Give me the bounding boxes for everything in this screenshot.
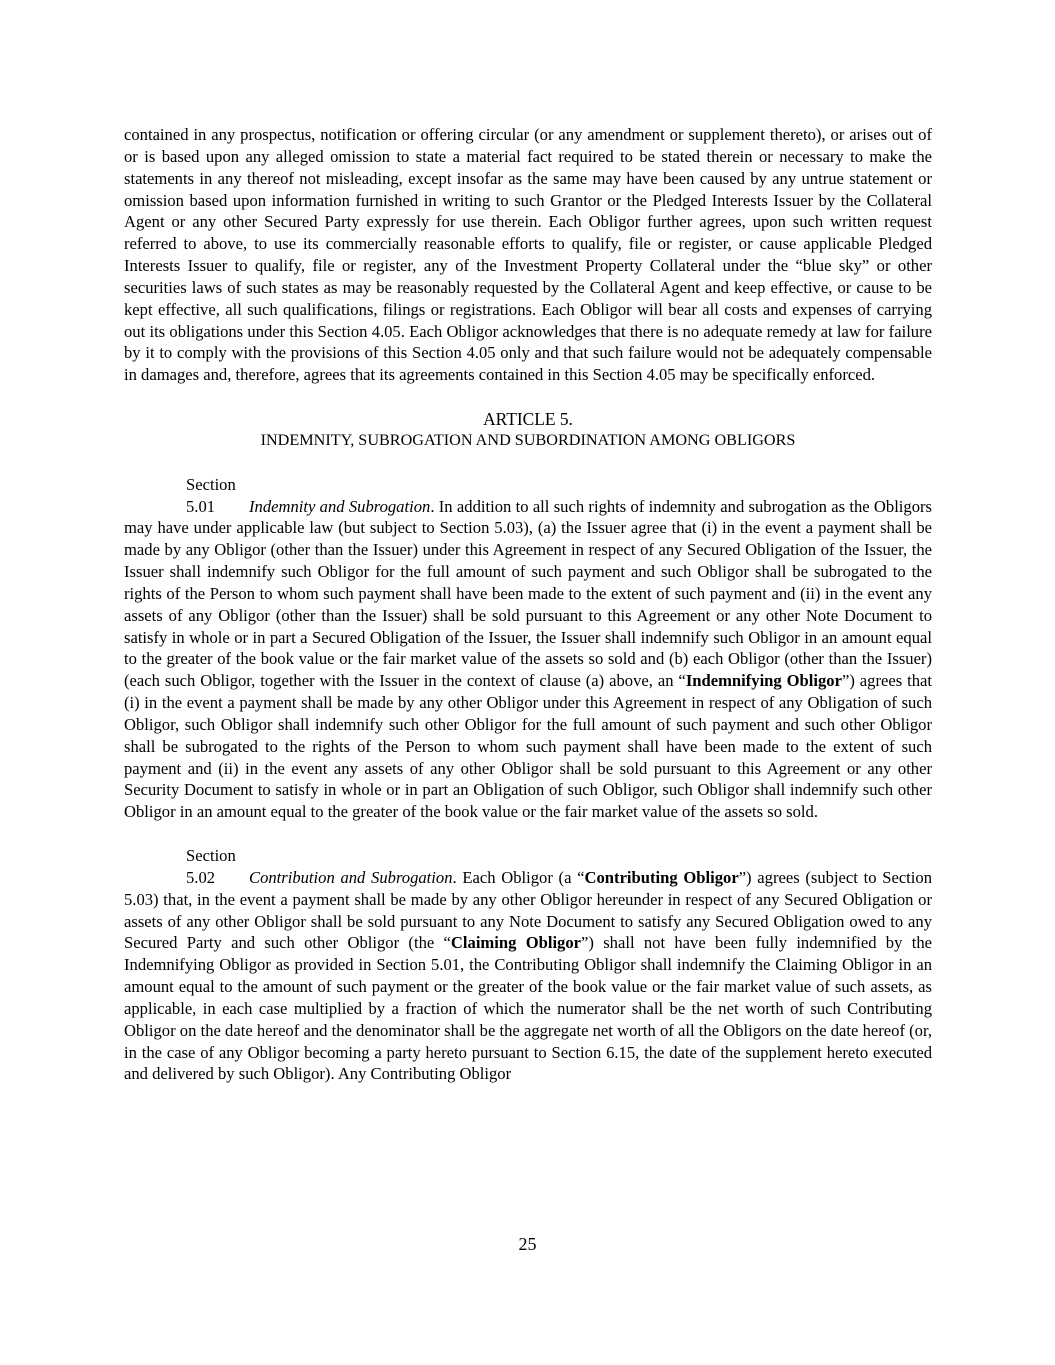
- section-number: Section 5.02: [186, 846, 236, 887]
- spacer: [124, 386, 932, 408]
- section-title: Indemnity and Subrogation: [249, 496, 431, 516]
- spacer: [124, 823, 932, 845]
- section-title: Contribution and Subrogation: [249, 867, 453, 887]
- defined-term: Contributing Obligor: [584, 867, 739, 887]
- section-5-01-paragraph: [124, 474, 932, 824]
- page-number: 25: [518, 1234, 537, 1254]
- section-text: ”) shall not have been fully indemnified by the Indemnifying Obligor as provided in Section 5.01, the Contributing Obligor shall indemnify the Claiming Obligor in an amount equal to the amount of such payment or the greater of the book value or the fair market value of such assets, as applicable, in each case multiplied by a fraction of which the numerator shall be the net worth of such Contributing Obligor on the date hereof and the denominator shall be the aggregate net worth of all the Obligors on the date hereof (or, in the case of any Obligor becoming a party hereto pursuant to Section 6.15, the date of the supplement hereto executed and delivered by such Obligor). Any Contributing Obligor: [124, 933, 932, 1084]
- section-text: ”) agrees that (i) in the event a payment shall be made by any other Obligor under this Agreement in respect of any Obligation of such Obligor, such Obligor shall indemnify such other Obligor for the full amount of such payment and such other Obligor shall be subrogated to the rights of the Person to whom such payment shall have been made to the extent of such payment and (ii) in the event any assets of any other Obligor shall be sold pursuant to this Agreement or any other Security Document to satisfy in whole or in part an Obligation of such Obligor, such Obligor shall indemnify such other Obligor in an amount equal to the greater of the book value or the fair market value of the assets so sold.: [124, 671, 932, 822]
- continued-paragraph: contained in any prospectus, notification or offering circular (or any amendment or supplement thereto), or arises out of or is based upon any alleged omission to state a material fact required to be stated therein or necessary to make the statements in any thereof not misleading, except insofar as the same may have been caused by any untrue statement or omission based upon information furnished in writing to such Grantor or the Pledged Interests Issuer by the Collateral Agent or any other Secured Party expressly for use therein. Each Obligor further agrees, upon such written request referred to above, to use its commercially reasonable efforts to qualify, file or register, or cause applicable Pledged Interests Issuer to qualify, file or register, any of the Investment Property Collateral under the “blue sky” or other securities laws of such states as may be reasonably requested by the Collateral Agent and keep effective, or cause to be kept effective, all such qualifications, filings or registrations. Each Obligor will bear all costs and expenses of carrying out its obligations under this Section 4.05. Each Obligor acknowledges that there is no adequate remedy at law for failure by it to comply with the provisions of this Section 4.05 only and that such failure would not be adequately compensable in damages and, therefore, agrees that its agreements contained in this Section 4.05 may be specifically enforced.: [124, 125, 932, 385]
- section-5-02-paragraph: [124, 845, 932, 1085]
- defined-term: Claiming Obligor: [450, 933, 582, 953]
- section-number: Section 5.01: [186, 474, 236, 516]
- document-page: [124, 124, 932, 1085]
- spacer: [124, 452, 932, 474]
- article-subheading: INDEMNITY, SUBROGATION AND SUBORDINATION AMONG OBLIGORS: [260, 430, 796, 449]
- article-heading: ARTICLE 5.: [483, 408, 573, 429]
- section-text: . Each Obligor (a “: [452, 867, 585, 887]
- section-text: . In addition to all such rights of indemnity and subrogation as the Obligors may have under applicable law (but subject to Section 5.03), (a) the Issuer agree that (i) in the event a payment shall be made by any Obligor (other than the Issuer) under this Agreement in respect of any Secured Obligation of the Issuer, the Issuer shall indemnify such Obligor for the full amount of such payment and such Obligor shall be subrogated to the rights of the Person to whom such payment shall have been made to the extent of such payment and (ii) in the event any assets of any Obligor (other than the Issuer) shall be sold pursuant to this Agreement or any other Note Document to satisfy in whole or in part a Secured Obligation of the Issuer, the Issuer shall indemnify such Obligor in an amount equal to the greater of the book value or the fair market value of the assets so sold and (b) each Obligor (other than the Issuer) (each such Obligor, together with the Issuer in the context of clause (a) above, an “: [124, 496, 932, 691]
- section-text: ”) agrees (subject to Section 5.03) that, in the event a payment shall be made by any other Obligor hereunder in respect of any Secured Obligation or assets of any other Obligor shall be sold pursuant to any Note Document to satisfy any Secured Obligation owed to any Secured Party and such other Obligor (the “: [124, 867, 932, 953]
- defined-term: Indemnifying Obligor: [685, 671, 842, 691]
